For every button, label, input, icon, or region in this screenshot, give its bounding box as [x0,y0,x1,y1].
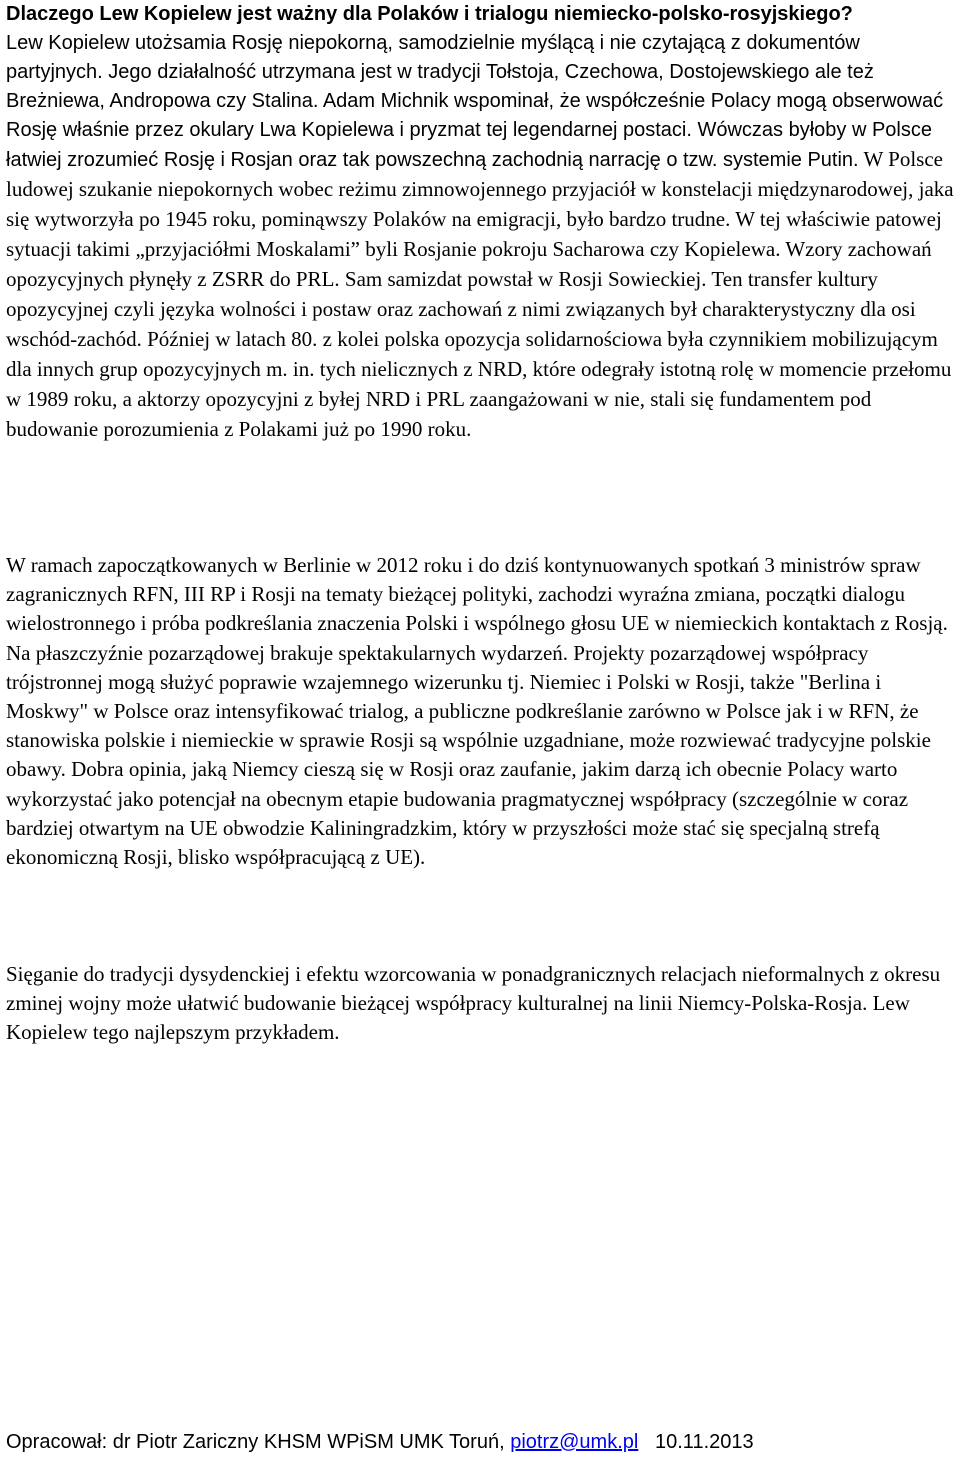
document-heading: Dlaczego Lew Kopielew jest ważny dla Polaków i trialogu niemiecko-polsko-rosyjskiego? [6,3,853,25]
footer-author: Opracował: dr Piotr Zariczny KHSM WPiSM UMK Toruń, [6,1431,511,1453]
footer-email-link[interactable]: piotrz@umk.pl [510,1431,639,1453]
paragraph-trialog: W ramach zapoczątkowanych w Berlinie w 2012 roku i do dziś kontynuowanych spotkań 3 ministrów spraw zagranicznych RFN, III RP i Rosji na tematy bieżącej polityki, zachodzi wyraźna zmiana, początki dialogu wielostronnego i próba podkreślania znaczenia Polski i wspólnego głosu UE w niemieckich kontaktach z Rosją. Na płaszczyźnie pozarządowej brakuje spektakularnych wydarzeń. Projekty pozarządowej współpracy trójstronnej mogą służyć poprawie wzajemnego wizerunku tj. Niemiec i Polski w Rosji, także "Berlina i Moskwy" w Polsce oraz intensyfikować trialog, a publiczne podkreślanie zarówno w Polsce jak i w RFN, że stanowiska polskie i niemieckie w sprawie Rosji są wspólnie uzgadniane, może rozwiewać tradycyjne polskie obawy. Dobra opinia, jaką Niemcy cieszą się w Rosji oraz zaufanie, jakim darzą ich obecnie Polacy warto wykorzystać jako potencjał na obecnym etapie budowania pragmatycznej współpracy (szczególnie w coraz bardziej otwartym na UE obwodzie Kaliningradzkim, który w przyszłości może stać się specjalną strefą ekonomiczną Rosji, blisko współpracującą z UE). [6,553,948,870]
footer-date: 10.11.2013 [655,1431,754,1453]
paragraph-conclusion: Sięganie do tradycji dysydenckiej i efektu wzorcowania w ponadgranicznych relacjach nieformalnych z okresu zminej wojny może ułatwić budowanie bieżącej współpracy kulturalnej na linii Niemcy-Polska-Rosja. Lew Kopielew tego najlepszym przykładem. [6,962,941,1045]
footer-spacer [638,1431,655,1453]
paragraph-kopielew-part2: W Polsce ludowej szukanie niepokornych wobec reżimu zimnowojennego przyjaciół w konstelacji międzynarodowej, jaka się wytworzyła po 1945 roku, pominąwszy Polaków na emigracji, było bardzo trudne. W tej właściwie patowej sytuacji takimi „przyjaciółmi Moskalami” byli Rosjanie pokroju Sacharowa czy Kopielewa. Wzory zachowań opozycyjnych płynęły z ZSRR do PRL. Sam samizdat powstał w Rosji Sowieckiej. Ten transfer kultury opozycyjnej czyli języka wolności i postaw oraz zachowań z nimi związanych był charakterystyczny dla osi wschód-zachód. Później w latach 80. z kolei polska opozycja solidarnościowa była czynnikiem mobilizującym dla innych grup opozycyjnych m. in. tych nielicznych z NRD, które odegrały istotną rolę w momencie przełomu w 1989 roku, a aktorzy opozycyjni z byłej NRD i PRL zaangażowani w nie, stali się fundamentem pod budowanie porozumienia z Polakami już po 1990 roku. [6,147,954,441]
paragraph-kopielew-part1: Lew Kopielew utożsamia Rosję niepokorną, samodzielnie myślącą i nie czytającą z dokumentów partyjnych. Jego działalność utrzymana jest w tradycji Tołstoja, Czechowa, Dostojewskiego ale też Breżniewa, Andropowa czy Stalina. Adam Michnik wspominał, że współcześnie Polacy mogą obserwować Rosję właśnie przez okulary Lwa Kopielewa i pryzmat tej legendarnej postaci. Wówczas byłoby w Polsce łatwiej zrozumieć Rosję i Rosjan oraz tak powszechną zachodnią narrację o tzw. systemie Putin. [6,32,944,171]
document-body [6,0,954,1045]
footer [6,1428,954,1457]
paragraph-kopielew [6,29,954,445]
